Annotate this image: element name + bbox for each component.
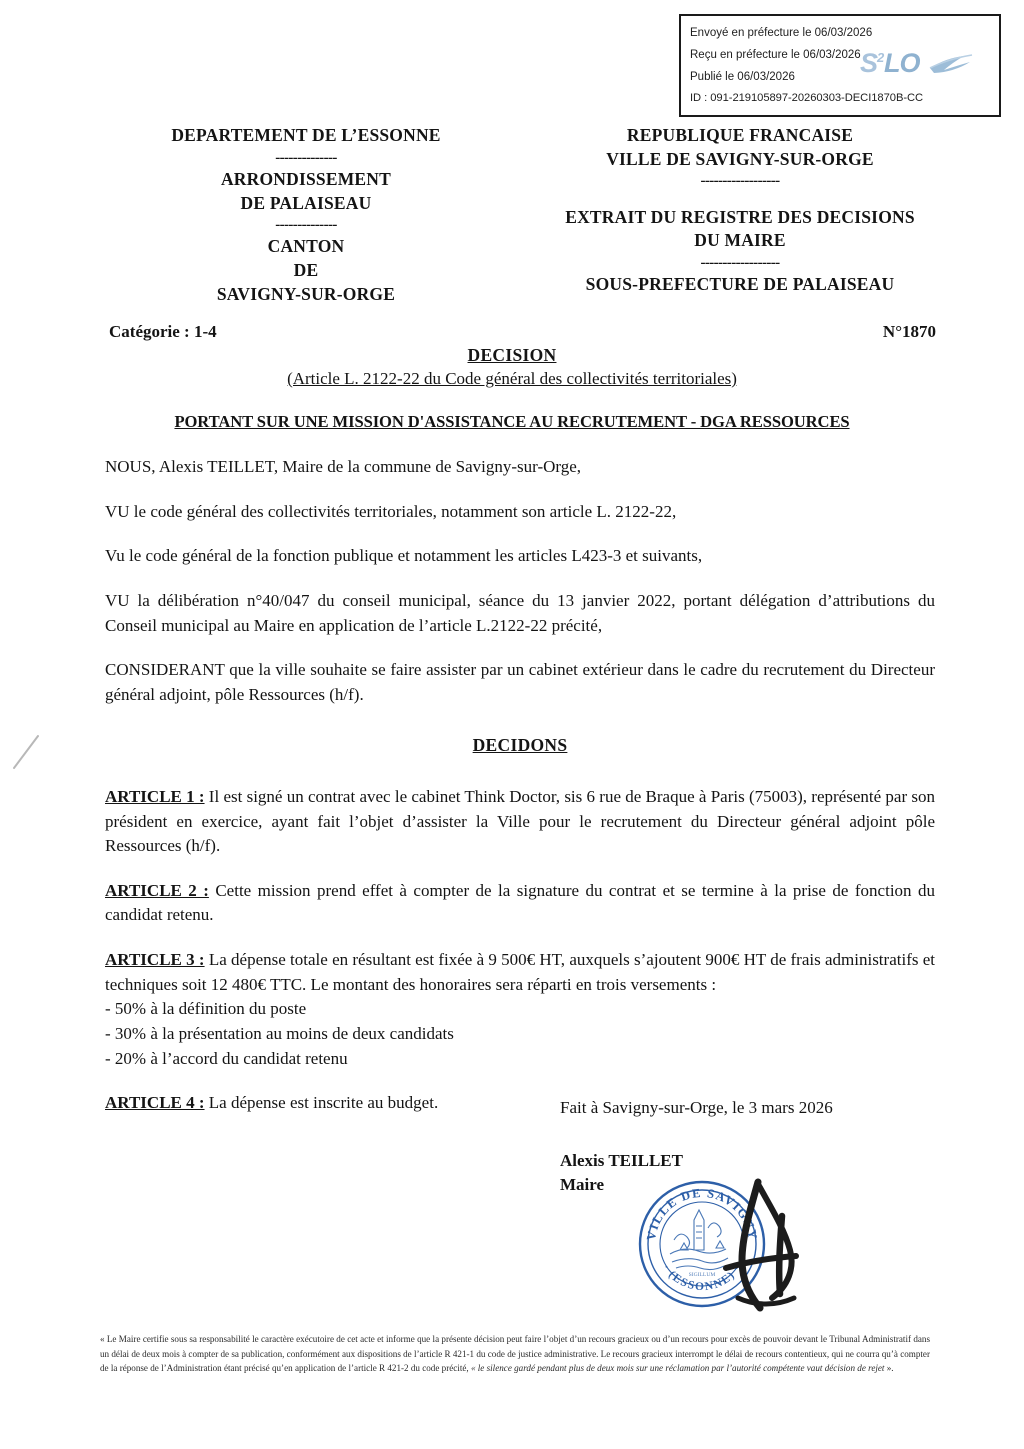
header-canton: CANTON: [267, 236, 345, 257]
header-left-column: [96, 124, 516, 306]
margin-pencil-mark-icon: [8, 728, 48, 774]
footer-text-italic: « le silence gardé pendant plus de deux mois sur une réclamation par l’autorité compétente vaut décision de rejet: [470, 1363, 887, 1374]
official-seal-and-signature: [630, 1176, 840, 1316]
header-arrondissement-line2: DE PALAISEAU: [240, 192, 372, 213]
article-3-text: La dépense totale en résultant est fixée à 9 500€ HT, auxquels s’ajoutent 900€ HT de frais administratifs et techniques soit 12 480€ TTC. Le montant des honoraires sera réparti en trois versements :: [105, 950, 935, 994]
prefecture-id-line: ID : 091-219105897-20260303-DECI1870B-CC: [690, 92, 924, 105]
footer-text-part1: « Le Maire certifie sous sa responsabilité le caractère exécutoire de cet acte et informe que la présente décision peut faire l’objet d’un recours gracieux ou d’un recours pour excès de pouvoir devant le Tribunal Administratif dans un délai de deux mois à compter de sa publication, conformément aux dispositions de l’article R 421-1 du code de justice administrative. Le recours gracieux interrompt le délai de recours contentieux, qui ne courra qu’à compter de la réponse de l’Administration étant précisé qu’en application de l’article R 421-2 du code précité,: [100, 1334, 930, 1374]
prefecture-sent-line: Envoyé en préfecture le 06/03/2026: [690, 27, 873, 39]
header-department: DEPARTEMENT DE L’ESSONNE: [171, 125, 441, 145]
header-right-separator-1: ------------------: [700, 173, 780, 190]
handwritten-signature: [726, 1182, 796, 1308]
article-1-label: ARTICLE 1 :: [105, 786, 205, 806]
svg-text:S: S: [860, 48, 878, 78]
header-republic: REPUBLIQUE FRANCAISE: [626, 125, 854, 145]
header-ville: VILLE DE SAVIGNY-SUR-ORGE: [606, 148, 874, 169]
header-sous-prefecture: SOUS-PREFECTURE DE PALAISEAU: [585, 274, 895, 294]
article-2: [105, 879, 935, 928]
paragraph-vu-3: VU la délibération n°40/047 du conseil municipal, séance du 13 janvier 2022, portant délégation d’attributions du Conseil municipal au Maire en application de l’article L.2122-22 précité,: [105, 590, 935, 635]
svg-text:· (ESSONNE) ·: · (ESSONNE) ·: [659, 1262, 745, 1294]
payment-bullet-3: - 20% à l’accord du candidat retenu: [105, 1048, 348, 1068]
decision-subtitle: (Article L. 2122-22 du Code général des collectivités territoriales): [287, 369, 737, 388]
signature-block: [560, 1096, 960, 1197]
payment-bullet-2: - 30% à la présentation au moins de deux candidats: [105, 1023, 454, 1043]
document-body: [105, 455, 935, 1136]
svg-text:LO: LO: [884, 48, 920, 78]
paragraph-considerant: CONSIDERANT que la ville souhaite se faire assister par un cabinet extérieur dans le cadre du recrutement du Directeur général adjoint, pôle Ressources (h/f).: [105, 660, 935, 704]
article-1-text: Il est signé un contrat avec le cabinet Think Doctor, sis 6 rue de Braque à Paris (75003), représenté par son président en exercice, ayant fait l’objet d’assister la Ville pour le recrutement du Directeur général adjoint pôle Ressources (h/f).: [105, 786, 935, 856]
article-4-label: ARTICLE 4 :: [105, 1093, 205, 1113]
category-label: Catégorie : 1-4: [109, 322, 217, 341]
document-header: [0, 124, 1024, 314]
payment-bullet-1: - 50% à la définition du poste: [105, 999, 307, 1019]
article-1: [105, 785, 935, 859]
prefecture-published-line: Publié le 06/03/2026: [690, 71, 795, 84]
signature-date: Fait à Savigny-sur-Orge, le 3 mars 2026: [560, 1098, 833, 1117]
svg-text:2: 2: [877, 50, 885, 65]
decision-title-block: [0, 345, 1024, 389]
decidons-heading: DECIDONS: [472, 735, 568, 756]
prefecture-stamp-box: [679, 14, 1001, 117]
svg-text:VILLE DE SAVIGNY: VILLE DE SAVIGNY: [643, 1185, 761, 1242]
header-extrait-line1: EXTRAIT DU REGISTRE DES DECISIONS: [565, 206, 915, 227]
article-3-payment-list: [105, 997, 935, 1071]
paragraph-vu-1: VU le code général des collectivités territoriales, notamment son article L. 2122-22,: [105, 501, 677, 521]
article-2-label: ARTICLE 2 :: [105, 880, 209, 900]
header-arrondissement-line1: ARRONDISSEMENT: [220, 168, 392, 189]
article-3: [105, 948, 935, 997]
paragraph-nous: NOUS, Alexis TEILLET, Maire de la commune de Savigny-sur-Orge,: [105, 457, 582, 476]
decision-object-title: PORTANT SUR UNE MISSION D'ASSISTANCE AU RECRUTEMENT - DGA RESSOURCES: [174, 412, 850, 431]
city-seal-icon: [640, 1182, 764, 1306]
decision-number: N°1870: [882, 322, 936, 341]
header-left-separator-2: --------------: [275, 217, 337, 234]
footer-text-part2: ».: [886, 1363, 894, 1374]
article-3-label: ARTICLE 3 :: [105, 950, 205, 970]
decision-title: DECISION: [467, 345, 557, 365]
header-right-separator-2: ------------------: [700, 254, 780, 271]
article-4-text: La dépense est inscrite au budget.: [204, 1093, 439, 1113]
header-right-column: [520, 124, 960, 297]
header-canton-commune: SAVIGNY-SUR-ORGE: [216, 283, 396, 304]
header-canton-de: DE: [293, 260, 319, 280]
paragraph-vu-2: Vu le code général de la fonction publique et notamment les articles L423-3 et suivants,: [105, 546, 703, 566]
signatory-name: Alexis TEILLET: [560, 1150, 683, 1170]
signatory-role: Maire: [560, 1174, 605, 1194]
header-extrait-line2: DU MAIRE: [694, 230, 786, 251]
svg-text:SIGILLUM: SIGILLUM: [688, 1272, 716, 1278]
header-left-separator-1: --------------: [275, 149, 337, 166]
footer-legal-notice: [100, 1332, 930, 1376]
article-2-text: Cette mission prend effet à compter de la signature du contrat et se termine à la prise de fonction du candidat retenu.: [105, 880, 935, 925]
prefecture-received-line: Reçu en préfecture le 06/03/2026: [690, 49, 861, 62]
